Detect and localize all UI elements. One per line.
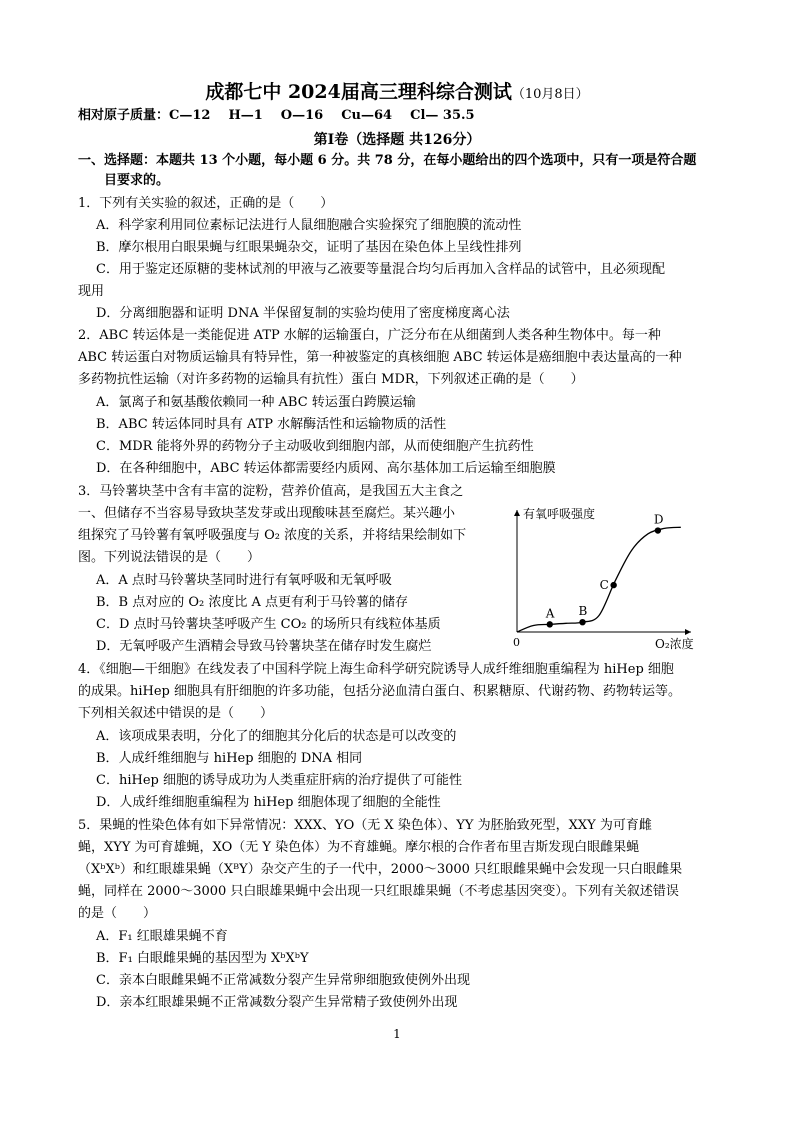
atomic-mass-cu: Cu—64 <box>341 108 393 123</box>
page-number: 1 <box>393 1027 401 1041</box>
chart-point-c <box>610 582 616 588</box>
question-2-option-b: B．ABC 转运体同时具有 ATP 水解酶活性和运输物质的活性 <box>96 417 447 432</box>
question-1-option-b: B．摩尔根用白眼果蝇与红眼果蝇杂交，证明了基因在染色体上呈线性排列 <box>96 240 522 255</box>
question-3-stem-4: 图。下列说法错误的是（ ） <box>78 550 261 565</box>
exam-title <box>0 80 794 107</box>
question-1-stem: 1．下列有关实验的叙述，正确的是（ ） <box>78 196 334 211</box>
question-5-option-a: A．F₁ 红眼雄果蝇不育 <box>96 929 228 944</box>
respiration-chart <box>505 500 705 660</box>
section-line-1: 一、选择题：本题共 13 个小题，每小题 6 分。共 78 分，在每小题给出的四个选项中，只有一项是符合题 <box>78 153 697 168</box>
chart-point-d <box>655 527 661 533</box>
question-4-stem-2: 的成果。hiHep 细胞具有肝细胞的许多功能，包括分泌血清白蛋白、积累糖原、代谢药物、药物转运等。 <box>78 684 682 699</box>
question-2-stem-2: ABC 转运蛋白对物质运输具有特异性，第一种被鉴定的真核细胞 ABC 转运体是癌细胞中表达量高的一种 <box>78 350 682 365</box>
question-4-stem-1: 4．《细胞—干细胞》在线发表了中国科学院上海生命科学研究院诱导人成纤维细胞重编程为 hiHep 细胞 <box>78 662 674 677</box>
question-4-option-d: D．人成纤维细胞重编程为 hiHep 细胞体现了细胞的全能性 <box>96 795 441 810</box>
chart-point-a <box>547 621 553 627</box>
chart-point-b <box>579 619 585 625</box>
section-line-2: 目要求的。 <box>104 173 170 188</box>
question-5-option-c: C．亲本白眼雌果蝇不正常减数分裂产生异常卵细胞致使例外出现 <box>96 973 470 988</box>
exam-date: （10月8日） <box>511 87 589 102</box>
atomic-label: 相对原子质量： <box>78 108 170 123</box>
question-3-stem-2: 一、但储存不当容易导致块茎发芽或出现酸味甚至腐烂。某兴趣小 <box>78 506 456 521</box>
chart-point-label-b: B <box>578 604 588 619</box>
question-1-option-c-cont: 现用 <box>78 284 105 299</box>
question-2-option-d: D．在各种细胞中，ABC 转运体都需要经内质网、高尔基体加工后运输至细胞膜 <box>96 461 556 476</box>
question-3-stem-3: 组探究了马铃薯有氧呼吸强度与 O₂ 浓度的关系，并将结果绘制如下 <box>78 528 467 543</box>
question-2-option-c: C．MDR 能将外界的药物分子主动吸收到细胞内部，从而使细胞产生抗药性 <box>96 439 534 454</box>
x-axis-label: O₂浓度 <box>655 637 694 651</box>
atomic-mass-cl: Cl— 35.5 <box>410 108 475 123</box>
question-3-option-a: A．A 点时马铃薯块茎同时进行有氧呼吸和无氧呼吸 <box>96 573 392 588</box>
question-3-option-d: D．无氧呼吸产生酒精会导致马铃薯块茎在储存时发生腐烂 <box>96 639 432 654</box>
question-3-option-b: B．B 点对应的 O₂ 浓度比 A 点更有利于马铃薯的储存 <box>96 595 409 610</box>
question-1-option-d: D．分离细胞器和证明 DNA 半保留复制的实验均使用了密度梯度离心法 <box>96 306 510 321</box>
question-5-stem-3: （XᵇXᵇ）和红眼雄果蝇（XᴮY）杂交产生的子一代中，2000～3000 只红眼雌果蝇中会发现一只白眼雌果 <box>78 862 683 877</box>
question-5-stem-1: 5．果蝇的性染色体有如下异常情况：XXX、YO（无 X 染色体）、YY 为胚胎致死型，XXY 为可育雌 <box>78 818 652 833</box>
atomic-masses <box>78 106 493 126</box>
question-2-option-a: A．氯离子和氨基酸依赖同一种 ABC 转运蛋白跨膜运输 <box>96 395 416 410</box>
question-5-option-b: B．F₁ 白眼雌果蝇的基因型为 XᵇXᵇY <box>96 951 309 966</box>
question-2-stem-1: 2．ABC 转运体是一类能促进 ATP 水解的运输蛋白，广泛分布在从细菌到人类各种生物体中。每一种 <box>78 328 661 343</box>
question-1-option-c: C．用于鉴定还原糖的斐林试剂的甲液与乙液要等量混合均匀后再加入含样品的试管中，且必须现配 <box>96 262 665 277</box>
atomic-mass-c: C—12 <box>169 108 211 123</box>
title-text: 成都七中 2024届高三理科综合测试 <box>205 81 512 103</box>
volume-heading: 第Ⅰ卷（选择题 共126分） <box>313 132 481 148</box>
question-5-stem-5: 的是（ ） <box>78 906 157 921</box>
question-5-option-d: D．亲本红眼雄果蝇不正常减数分裂产生异常精子致使例外出现 <box>96 995 458 1010</box>
question-3-stem-1: 3．马铃薯块茎中含有丰富的淀粉，营养价值高，是我国五大主食之 <box>78 484 464 499</box>
origin-label: 0 <box>513 636 520 649</box>
chart-point-label-c: C <box>599 578 609 593</box>
question-1-option-a: A．科学家利用同位素标记法进行人鼠细胞融合实验探究了细胞膜的流动性 <box>96 218 522 233</box>
atomic-mass-h: H—1 <box>228 108 263 123</box>
question-4-option-b: B．人成纤维细胞与 hiHep 细胞的 DNA 相同 <box>96 751 363 766</box>
question-3-option-c: C．D 点时马铃薯块茎呼吸产生 CO₂ 的场所只有线粒体基质 <box>96 617 441 632</box>
question-4-option-a: A．该项成果表明，分化了的细胞其分化后的状态是可以改变的 <box>96 729 457 744</box>
question-5-stem-4: 蝇，同样在 2000～3000 只白眼雄果蝇中会出现一只红眼雄果蝇（不考虑基因突变）。下列有关叙述错误 <box>78 884 679 899</box>
question-5-stem-2: 蝇，XYY 为可育雄蝇，XO（无 Y 染色体）为不育雄蝇。摩尔根的合作者布里吉斯发现白眼雌果蝇 <box>78 840 640 855</box>
chart-point-label-a: A <box>545 606 555 621</box>
chart-point-label-d: D <box>653 512 664 527</box>
question-2-stem-3: 多药物抗性运输（对许多药物的运输具有抗性）蛋白 MDR，下列叙述正确的是（ ） <box>78 372 584 387</box>
y-axis-label: 有氧呼吸强度 <box>523 507 596 521</box>
section-heading <box>78 151 728 191</box>
question-4-stem-3: 下列相关叙述中错误的是（ ） <box>78 706 274 721</box>
atomic-mass-o: O—16 <box>280 108 324 123</box>
question-4-option-c: C．hiHep 细胞的诱导成功为人类重症肝病的治疗提供了可能性 <box>96 773 462 788</box>
